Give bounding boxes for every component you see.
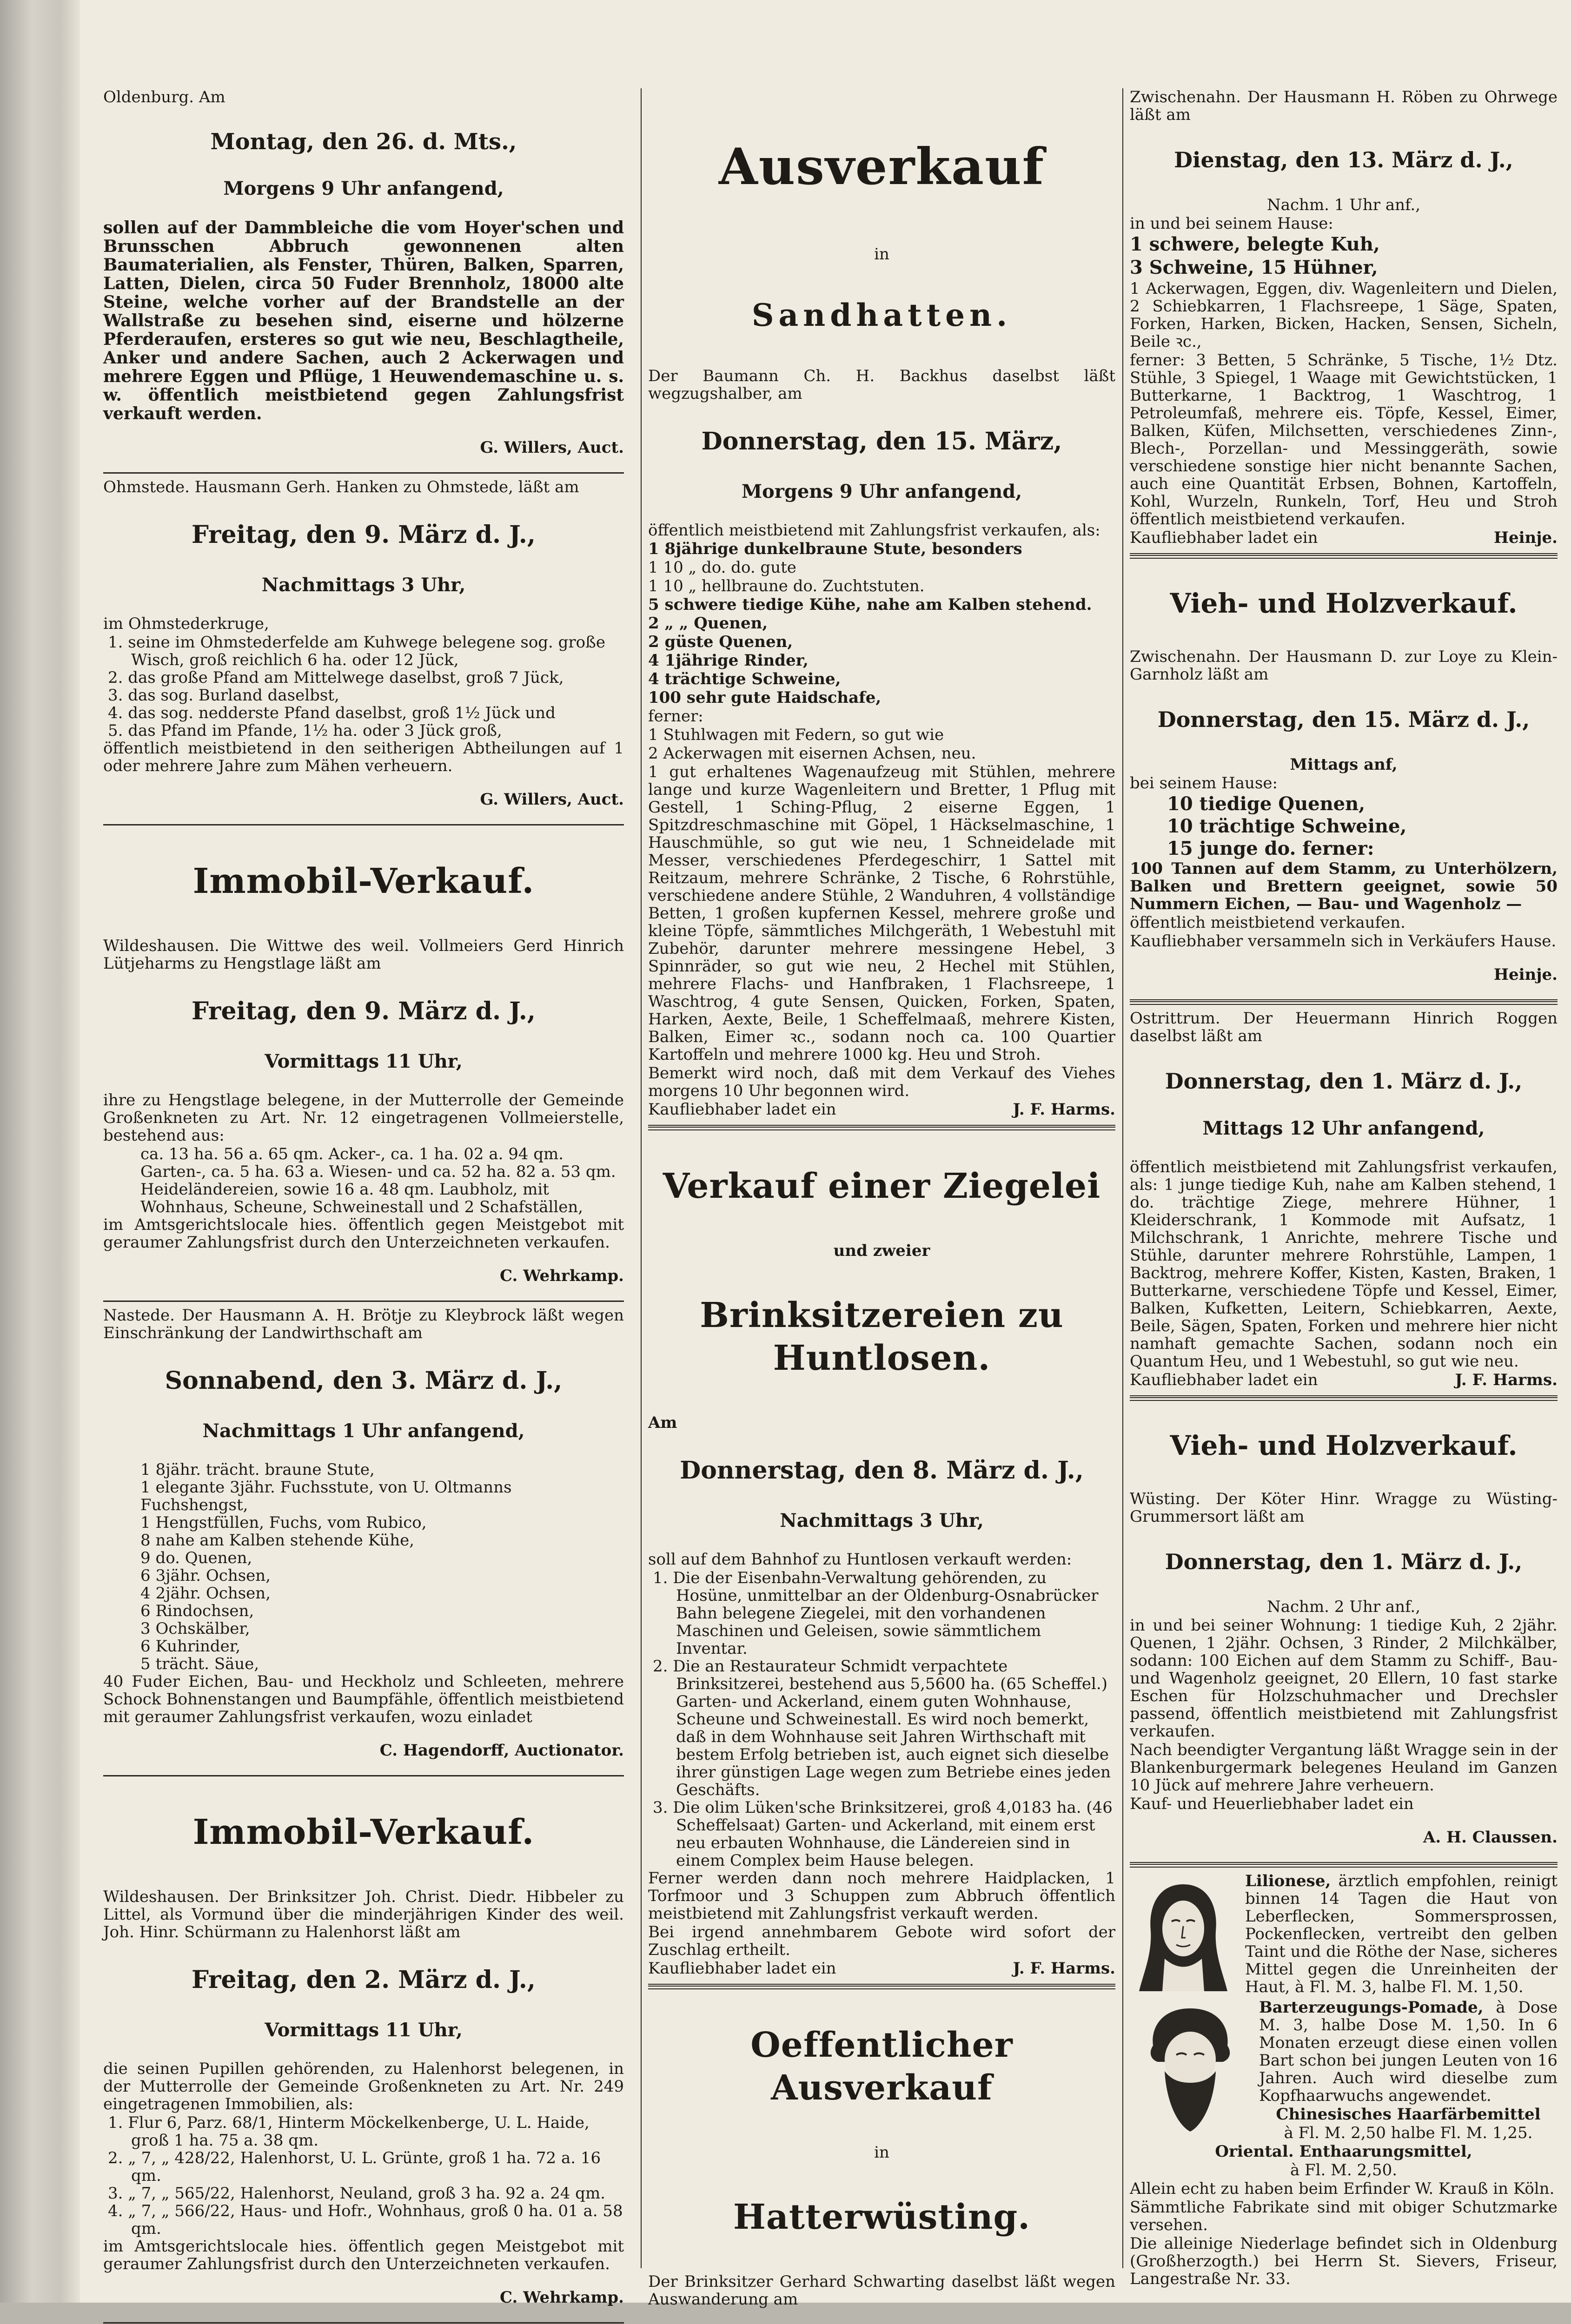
separator xyxy=(103,472,624,474)
list-item: 3 Ochskälber, xyxy=(140,1619,250,1638)
ad-place: Sandhatten. xyxy=(751,297,1012,333)
product-text: Sämmtliche Fabrikate sind mit obiger Schutzmarke versehen. xyxy=(1130,2198,1558,2234)
separator xyxy=(1130,999,1558,1005)
ad-body: 1 gut erhaltenes Wagenaufzeug mit Stühlen, mehrere lange und kurze Wagenleitern und Bretter, 1 Pflug mit Gestell, 1 Sching-Pflug, 2 eiserne Eggen, 1 Spitzdreschmaschine mit Göpel, 1 Häckselmaschine, 1 Hauschmühle, so gut wie neu, 1 Schneidelade mit Messer, verschiedenes Pferdegeschirr, 1 Sattel mit Reitzaum, mehrere Schränke, 2 Tische, 6 Rohrstühle, verschiedene andere Stühle, 2 Wanduhren, 4 vollständige Betten, 1 großen kupfernen Kessel, mehrere große und kleine Töpfe, sämmtliches Milchgeräth, 1 Webestuhl mit Zubehör, darunter mehrere messingene Hebel, 3 Spinnräder, so gut wie neu, 2 Hechel mit Stühlen, mehrere Flachs- und Hanfbraken, 1 Flachsreepe, 1 Waschtrog, 4 gute Sensen, Quicken, Forken, Spaten, Harken, Aexte, Beile, 1 Scheffelmaaß, mehrere Kisten, Balken, Eimer ꝛc., sodann noch ca. 100 Quartier Kartoffeln und mehrere 1000 kg. Heu und Stroh. xyxy=(648,763,1115,1064)
list-item: 9 do. Quenen, xyxy=(140,1549,252,1567)
list-item: 1 Hengstfüllen, Fuchs, vom Rubico, xyxy=(140,1513,427,1532)
list-item: 8 nahe am Kalben stehende Kühe, xyxy=(140,1531,415,1550)
ad-cosmetics-krauss xyxy=(1130,1872,1558,2288)
list-item: 4 1jährige Rinder, xyxy=(648,651,809,670)
ad-intro: Wildeshausen. Der Brinksitzer Joh. Christ. Diedr. Hibbeler zu Littel, als Vormund über die minderjährigen Kinder des weil. Joh. Hinr. Schürmann zu Halenhorst läßt am xyxy=(103,1888,624,1941)
ad-signature: C. Wehrkamp. xyxy=(500,1267,624,1285)
ad-body: sollen auf der Dammbleiche die vom Hoyer'schen und Brunsschen Abbruch gewonnenen alten Baumaterialien, als Fenster, Thüren, Balken, Sparren, Latten, Dielen, circa 50 Fuder Brennholz, 18000 alte Steine, welche vorher auf der Brandstelle an der Wallstraße zu besehen sind, eiserne und hölzerne Pferderaufen, ersteres so gut wie neu, Beschlagtheile, Anker und andere Sachen, auch 2 Ackerwagen und mehrere Eggen und Pflüge, 1 Heuwendemaschine u. s. w. öffentlich meistbietend gegen Zahlungsfrist verkauft werden. xyxy=(103,218,624,423)
ad-time: Nachm. 1 Uhr anf., xyxy=(1266,196,1421,214)
ad-tail: öffentlich meistbietend verkaufen. xyxy=(1130,913,1405,932)
list-item: 4. das sog. nedderste Pfand daselbst, groß 1½ Jück und xyxy=(108,704,556,722)
ad-am: Am xyxy=(648,1413,677,1432)
ad-body: ferner: 3 Betten, 5 Schränke, 5 Tische, 1½ Dtz. Stühle, 3 Spiegel, 1 Waage mit Gewichtstücken, 1 Butterkarne, 1 Backtrog, 1 Waschtrog, 1 Petroleumfaß, mehrere eis. Töpfe, Kessel, Eimer, Balken, Küfen, Milchsetten, verschiedenes Zinn-, Blech-, Porzellan- und Messinggeräth, sowie verschiedene sonstige hier nicht benannte Sachen, auch eine Quantität Erbsen, Bohnen, Kartoffeln, Kohl, Wurzeln, Runkeln, Torf, Heu und Stroh öffentlich meistbietend verkaufen. xyxy=(1130,351,1558,528)
list-item: 1. Flur 6, Parz. 68/1, Hinterm Möckelkenberge, U. L. Haide, groß 1 ha. 75 a. 38 qm. xyxy=(108,2113,590,2150)
product-text: Die alleinige Niederlage befindet sich in Oldenburg (Großherzogth.) bei Herrn St. Sievers, Friseur, Langestraße Nr. 33. xyxy=(1130,2234,1558,2288)
list-item: 1 10 „ do. do. gute xyxy=(648,558,796,577)
ad-intro: Der Brinksitzer Gerhard Schwarting daselbst läßt wegen Auswanderung am xyxy=(648,2272,1115,2309)
ad-details: ca. 13 ha. 56 a. 65 qm. Acker-, ca. 1 ha. 02 a. 94 qm. Garten-, ca. 5 ha. 63 a. Wiesen- und ca. 52 ha. 82 a. 53 qm. Heideländereien, sowie 16 a. 48 qm. Laubholz, mit Wohnhaus, Scheune, Schweinestall und 2 Schafställen, xyxy=(140,1145,616,1216)
ad-intro: Zwischenahn. Der Hausmann H. Röben zu Ohrwege läßt am xyxy=(1130,88,1558,124)
ad-ausverkauf-sandhatten xyxy=(648,139,1115,1118)
ad-tail: Ferner werden dann noch mehrere Haidplacken, 1 Torfmoor und 3 Schuppen zum Abbruch öffentlich meistbietend mit Zahlungsfrist verkauft werden. xyxy=(648,1869,1115,1923)
separator xyxy=(648,1984,1115,1989)
ad-time: Mittags anf, xyxy=(1290,755,1398,774)
ad-signature: J. F. Harms. xyxy=(1013,1100,1115,1119)
ad-signature: C. Hagendorff, Auctionator. xyxy=(379,1741,624,1760)
list-item: 3. Die olim Lüken'sche Brinksitzerei, groß 4,0183 ha. (46 Scheffelsaat) Garten- und Ackerland, mit einem erst neu erbauten Wohnhause, die Ländereien sind in einem Complex beim Hause belegen. xyxy=(653,1798,1113,1870)
ad-body: in und bei seiner Wohnung: 1 tiedige Kuh, 2 2jähr. Quenen, 1 2jähr. Ochsen, 3 Rinder, 2 Milchkälber, sodann: 100 Eichen auf dem Stamm zu Schiff-, Bau- und Wagenholz geeignet, 20 Ellern, 10 fast starke Eschen für Holzschuhmacher und Drechsler passend, öffentlich meistbietend mit Zahlungsfrist verkaufen. xyxy=(1130,1616,1558,1741)
ad-body: die seinen Pupillen gehörenden, zu Halenhorst belegenen, in der Mutterrolle der Gemeinde Großenkneten zu Art. Nr. 249 eingetragenen Immobilien, als: xyxy=(103,2060,624,2113)
list-item: 2. Die an Restaurateur Schmidt verpachtete Brinksitzerei, bestehend aus 5,5600 ha. (65 Scheffel.) Garten- und Ackerland, einem guten Wohnhause, Scheune und Schweinestall. Es wird noch bemerkt, daß in dem Wohnhause seit Jahren Wirthschaft mit bestem Erfolg betrieben ist, auch eignet sich dieselbe ihrer günstigen Lage wegen zum Betriebe eines jeden Geschäfts. xyxy=(653,1657,1111,1799)
list-item: 5. das Pfand im Pfande, 1½ ha. oder 3 Jück groß, xyxy=(108,721,502,740)
list-item: 2 „ „ Quenen, xyxy=(648,614,768,633)
ad-date: Freitag, den 9. März d. J., xyxy=(192,521,536,549)
ad-heading: Ausverkauf xyxy=(718,138,1045,196)
ad-intro: Der Baumann Ch. H. Backhus daselbst läßt wegzugshalber, am xyxy=(648,367,1115,403)
ad-time: Nachm. 2 Uhr anf., xyxy=(1266,1598,1421,1616)
separator xyxy=(103,1301,624,1302)
ad-closing: Kaufliebhaber versammeln sich in Verkäufers Hause. xyxy=(1130,932,1557,951)
product-title: Oriental. Enthaarungsmittel, xyxy=(1215,2142,1472,2161)
product-title: Lilionese, xyxy=(1245,1872,1331,1890)
ad-time: Nachmittags 1 Uhr anfangend, xyxy=(202,1420,525,1442)
separator xyxy=(1130,1862,1558,1868)
ad-closing: Kaufliebhaber ladet ein xyxy=(648,1100,836,1119)
ad-vieh-holz-loye xyxy=(1130,586,1558,984)
ad-intro: Nastede. Der Hausmann A. H. Brötje zu Kleybrock läßt wegen Einschränkung der Landwirthschaft am xyxy=(103,1306,624,1342)
product-text: ärztlich empfohlen, reinigt binnen 14 Tagen die Haut von Leberflecken, Sommersprossen, Pockenflecken, vertreibt den gelben Taint und die Röthe der Nase, sicheres Mittel gegen die Unreinheiten der Haut, à Fl. M. 3, halbe Fl. M. 1,50. xyxy=(1245,1872,1558,1996)
ad-date: Sonnabend, den 3. März d. J., xyxy=(165,1367,563,1395)
ad-date: Montag, den 26. d. Mts., xyxy=(210,129,517,155)
ad-heading: Immobil-Verkauf. xyxy=(192,1812,535,1852)
ad-body: öffentlich meistbietend mit Zahlungsfrist verkaufen, als: 1 junge tiedige Kuh, nahe am Kalben stehend, 1 do. trächtige Ziege, mehrere Hühner, 1 Kleiderschrank, 1 Kommode mit Aufsatz, 1 Milchschrank, 1 Anrichte, mehrere Tische und Stühle, darunter mehrere Rohrstühle, Lampen, 1 Backtrog, mehrere Koffer, Kisten, Kasten, Braken, 1 Butterkarne, verschiedene Töpfe und Kessel, Eimer, Balken, Kufketten, Leitern, Schiebkarren, Aexte, Beile, Sägen, Spaten, Forken und mehrere hier nicht namhaft gemachte Sachen, sodann noch ein Quantum Heu, und 1 Webestuhl, so gut wie neu. xyxy=(1130,1158,1558,1371)
ad-sub: und zweier xyxy=(833,1241,930,1260)
list-item: 2 güste Quenen, xyxy=(648,633,793,651)
ad-date: Donnerstag, den 8. März d. J., xyxy=(680,1456,1084,1485)
ad-intro: Zwischenahn. Der Hausmann D. zur Loye zu Klein-Garnholz läßt am xyxy=(1130,647,1558,684)
ad-ausverkauf-hatterwuesting xyxy=(648,2024,1115,2324)
ad-intro: Wüsting. Der Köter Hinr. Wragge zu Wüsting-Grummersort läßt am xyxy=(1130,1490,1558,1526)
product-text: à Fl. M. 2,50. xyxy=(1290,2161,1398,2179)
woman-portrait-icon xyxy=(1130,1875,1237,1996)
list-item: 4 trächtige Schweine, xyxy=(648,670,841,688)
list-item: 1 8jähr. trächt. braune Stute, xyxy=(140,1460,375,1479)
ad-place: Hatterwüsting. xyxy=(733,2197,1031,2237)
list-item: 1 8jährige dunkelbraune Stute, besonders xyxy=(648,540,1022,558)
ad-date: Donnerstag, den 15. März d. J., xyxy=(1157,707,1530,732)
column-rule xyxy=(1122,88,1123,2268)
list-item: 6 Kuhrinder, xyxy=(140,1637,241,1656)
ad-body: 100 Tannen auf dem Stamm, zu Unterhölzern, Balken und Brettern geeignet, sowie 50 Nummern Eichen, — Bau- und Wagenholz — xyxy=(1130,859,1558,913)
list-item: 2. das große Pfand am Mittelwege daselbst, groß 7 Jück, xyxy=(108,668,564,687)
ad-body: öffentlich meistbietend mit Zahlungsfrist verkaufen, als: xyxy=(648,521,1100,540)
ad-signature: J. F. Harms. xyxy=(1013,1959,1115,1978)
list-item: 3. „ 7, „ 565/22, Halenhorst, Neuland, groß 3 ha. 92 a. 24 qm. xyxy=(108,2184,605,2203)
ad-closing: Kauf- und Heuerliebhaber ladet ein xyxy=(1130,1795,1414,1813)
column-left xyxy=(103,88,624,2307)
product-text: Allein echt zu haben beim Erfinder W. Krauß in Köln. xyxy=(1130,2179,1555,2198)
list-item: 3 Schweine, 15 Hühner, xyxy=(1130,257,1378,278)
ad-signature: C. Wehrkamp. xyxy=(500,2288,624,2307)
ad-time: Mittags 12 Uhr anfangend, xyxy=(1202,1117,1485,1139)
list-item: 1. seine im Ohmstederfelde am Kuhwege belegene sog. große Wisch, groß reichlich 6 ha. oder 12 Jück, xyxy=(108,633,605,669)
ad-immobil-hengstlage xyxy=(103,860,624,1285)
list-item: 4 2jähr. Ochsen, xyxy=(140,1584,271,1603)
separator xyxy=(103,824,624,825)
ad-heading: Vieh- und Holzverkauf. xyxy=(1170,1430,1518,1461)
ad-zwischenahn-roeben xyxy=(1130,88,1558,547)
ad-tail: im Amtsgerichtslocale hies. öffentlich gegen Meistgebot mit geraumer Zahlungsfrist durch den Unterzeichneten verkaufen. xyxy=(103,1215,624,1252)
ad-date: Donnerstag, den 1. März d. J., xyxy=(1165,1549,1523,1574)
ad-closing: Kaufliebhaber ladet ein xyxy=(648,1959,836,1978)
ad-in: in xyxy=(874,245,889,264)
ad-date: Freitag, den 9. März d. J., xyxy=(192,997,536,1025)
ad-vieh-holz-wragge xyxy=(1130,1428,1558,1846)
list-item: 4. „ 7, „ 566/22, Haus- und Hofr., Wohnhaus, groß 0 ha. 01 a. 58 qm. xyxy=(108,2202,623,2238)
column-rule xyxy=(641,88,642,2268)
product-title: Chinesisches Haarfärbemittel xyxy=(1276,2105,1541,2124)
ad-time: Vormittags 11 Uhr, xyxy=(265,1050,463,1072)
ad-note: Bei irgend annehmbarem Gebote wird sofort der Zuschlag ertheilt. xyxy=(648,1923,1115,1959)
ad-nastede xyxy=(103,1307,624,1759)
ad-date: Donnerstag, den 15. März, xyxy=(701,427,1062,456)
ad-ohmstede xyxy=(103,478,624,808)
ad-heading2: Brinksitzereien zu Huntlosen. xyxy=(700,1295,1064,1378)
separator xyxy=(1130,1395,1558,1401)
ad-place: in und bei seinem Hause: xyxy=(1130,214,1333,233)
column-right xyxy=(1130,88,1558,2291)
list-item: 100 sehr gute Haidschafe, xyxy=(648,688,882,707)
ad-place: bei seinem Hause: xyxy=(1130,774,1278,792)
ad-signature: A. H. Claussen. xyxy=(1423,1828,1558,1847)
ad-in: in xyxy=(874,2143,889,2162)
ad-immobil-halenhorst xyxy=(103,1811,624,2306)
bearded-man-portrait-icon xyxy=(1130,2001,1251,2136)
ad-date: Freitag, den 2. März d. J., xyxy=(192,1966,536,1994)
ad-note: Nach beendigter Vergantung läßt Wragge sein in der Blankenburgermark belegenes Heuland im Ganzen 10 Jück auf mehrere Jahre verheuern. xyxy=(1130,1741,1558,1795)
ad-signature: Heinje. xyxy=(1493,528,1558,547)
list-item: 10 trächtige Schweine, xyxy=(1167,815,1407,837)
ad-intro: Oldenburg. Am xyxy=(103,88,225,106)
ad-intro: Wildeshausen. Die Wittwe des weil. Vollmeiers Gerd Hinrich Lütjeharms zu Hengstlage läßt am xyxy=(103,937,624,973)
ad-signature: Heinje. xyxy=(1493,965,1558,984)
separator xyxy=(648,1125,1115,1130)
separator xyxy=(1130,553,1558,559)
list-item: 2 Ackerwagen mit eisernen Achsen, neu. xyxy=(648,744,976,763)
ad-note: Bemerkt wird noch, daß mit dem Verkauf des Viehes morgens 10 Uhr begonnen wird. xyxy=(648,1064,1115,1100)
list-item: 10 tiedige Quenen, xyxy=(1167,793,1366,815)
list-item: 3. das sog. Burland daselbst, xyxy=(108,686,339,705)
ad-body: öffentlich meistbietend in den seitherigen Abtheilungen auf 1 oder mehrere Jahre zum Mähen verheuern. xyxy=(103,739,624,775)
ad-time: Nachmittags 3 Uhr, xyxy=(780,1510,984,1532)
ad-tail: im Amtsgerichtslocale hies. öffentlich gegen Meistgebot mit geraumer Zahlungsfrist durch den Unterzeichneten verkaufen. xyxy=(103,2237,624,2273)
ad-body: ihre zu Hengstlage belegene, in der Mutterrolle der Gemeinde Großenkneten zu Art. Nr. 12 eingetragenen Vollmeierstelle, bestehend aus: xyxy=(103,1091,624,1145)
ad-intro: Ostrittrum. Der Heuermann Hinrich Roggen daselbst läßt am xyxy=(1130,1009,1558,1045)
ad-date: Dienstag, den 13. März d. J., xyxy=(1174,147,1513,172)
ad-ziegelei-huntlosen xyxy=(648,1165,1115,1977)
ad-time: Vormittags 11 Uhr, xyxy=(265,2019,463,2041)
list-item: 6 Rindochsen, xyxy=(140,1602,254,1620)
ad-dammbleiche xyxy=(103,88,624,456)
ad-heading: Immobil-Verkauf. xyxy=(192,861,535,901)
separator xyxy=(103,1775,624,1776)
ad-signature: G. Willers, Auct. xyxy=(480,438,624,457)
list-item: 5 trächt. Säue, xyxy=(140,1655,259,1673)
ad-signature: J. F. Harms. xyxy=(1455,1371,1558,1389)
list-item: 6 3jähr. Ochsen, xyxy=(140,1566,271,1585)
list-item: 5 schwere tiedige Kühe, nahe am Kalben stehend. xyxy=(648,595,1092,614)
ad-heading: Verkauf einer Ziegelei xyxy=(663,1166,1101,1206)
ad-ostrittrum-roggen xyxy=(1130,1010,1558,1389)
ad-signature: G. Willers, Auct. xyxy=(480,790,624,809)
list-item: 1 schwere, belegte Kuh, xyxy=(1130,233,1380,255)
product-text: à Dose M. 3, halbe Dose M. 1,50. In 6 Monaten erzeugt diese einen vollen Bart schon bei jungen Leuten von 16 Jahren. Auch wird dieselbe zum Kopfhaarwuchs angewendet. xyxy=(1259,1998,1558,2105)
ad-closing: Kaufliebhaber ladet ein xyxy=(1130,1371,1318,1389)
ad-tail: 40 Fuder Eichen, Bau- und Heckholz und Schleeten, mehrere Schock Bohnenstangen und Baumpfähle, öffentlich meistbietend mit geraumer Zahlungsfrist verkaufen, wozu einladet xyxy=(103,1672,624,1726)
ad-body: 1 Ackerwagen, Eggen, div. Wagenleitern und Dielen, 2 Schiebkarren, 1 Flachsreepe, 1 Säge, Spaten, Forken, Harken, Bicken, Hacken, Sensen, Sicheln, Beile ꝛc., xyxy=(1130,279,1558,351)
page-gutter xyxy=(0,0,80,2303)
list-item: 1 Stuhlwagen mit Federn, so gut wie xyxy=(648,726,944,744)
column-middle xyxy=(648,88,1115,2309)
ad-place: im Ohmstederkruge, xyxy=(103,614,269,633)
ad-time: Nachmittags 3 Uhr, xyxy=(261,574,466,596)
list-item: 1 elegante 3jähr. Fuchsstute, von U. Oltmanns Fuchshengst, xyxy=(140,1478,512,1514)
ad-closing: Kaufliebhaber ladet ein xyxy=(1130,528,1318,547)
ad-heading: Oeffentlicher Ausverkauf xyxy=(750,2025,1013,2108)
list-item: 2. „ 7, „ 428/22, Halenhorst, U. L. Grünte, groß 1 ha. 72 a. 16 qm. xyxy=(108,2149,601,2185)
list-item: 15 junge do. ferner: xyxy=(1167,838,1374,859)
list-item: 1. Die der Eisenbahn-Verwaltung gehörenden, zu Hosüne, unmittelbar an der Oldenburg-Osnabrücker Bahn belegene Ziegelei, mit den vorhandenen Maschinen und Geleisen, sowie sämmtlichem Inventar. xyxy=(653,1569,1099,1658)
ad-body: soll auf dem Bahnhof zu Huntlosen verkauft werden: xyxy=(648,1550,1072,1569)
ad-date: Donnerstag, den 1. März d. J., xyxy=(1165,1069,1523,1094)
ad-time: Morgens 9 Uhr anfangend, xyxy=(223,178,504,199)
ad-heading: Vieh- und Holzverkauf. xyxy=(1170,588,1518,619)
ad-time: Morgens 9 Uhr anfangend, xyxy=(741,481,1022,502)
product-title: Barterzeugungs-Pomade, xyxy=(1259,1998,1484,2017)
list-item: 1 10 „ hellbraune do. Zuchtstuten. xyxy=(648,577,925,595)
ad-ferner: ferner: xyxy=(648,707,703,726)
ad-intro: Ohmstede. Hausmann Gerh. Hanken zu Ohmstede, läßt am xyxy=(103,478,579,496)
separator xyxy=(103,2322,624,2324)
product-text: à Fl. M. 2,50 halbe Fl. M. 1,25. xyxy=(1284,2124,1533,2142)
